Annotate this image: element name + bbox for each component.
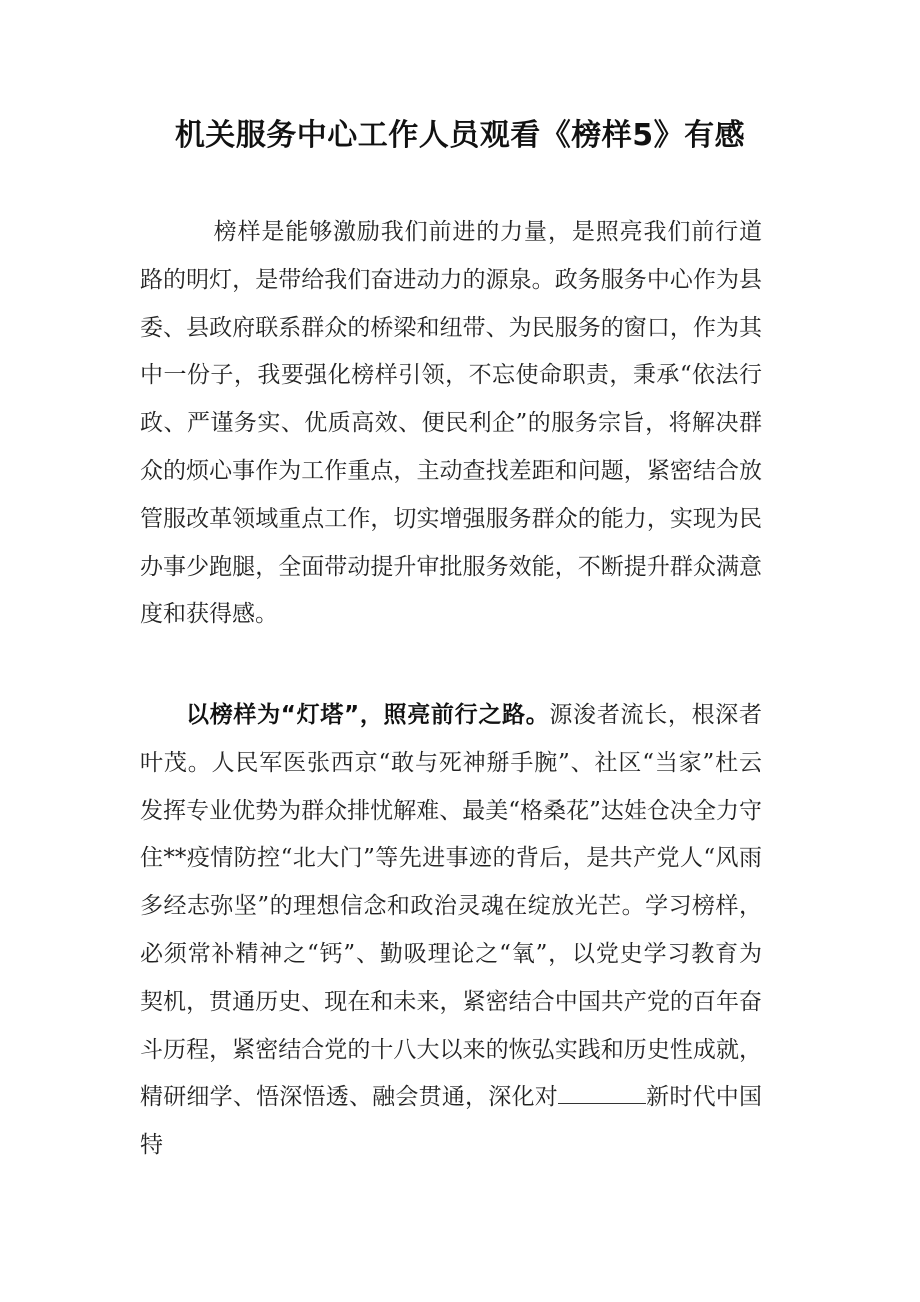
paragraph-body-text: 源浚者流长，根深者叶茂。人民军医张西京“敢与死神掰手腕”、社区“当家”杜云发挥专业优势为群众排忧解难、最美“格桑花”达娃仓决全力守住**疫情防控“北大门”等先进事迹的背后，是共产党人“风雨多经志弥坚”的理想信念和政治灵魂在绽放光芒。学习榜样，必须常补精神之“钙”、勤吸理论之“氧”，以党史学习教育为契机，贯通历史、现在和未来，紧密结合中国共产党的百年奋斗历程，紧密结合党的十八大以来的恢弘实践和历史性成就，精研细学、悟深悟透、融会贯通，深化对: [140, 702, 763, 1111]
paragraph-tail-text: 新时代中国特: [140, 1084, 763, 1159]
document-title: 机关服务中心工作人员观看《榜样5》有感: [174, 118, 746, 153]
paragraph-lead-sentence: 以榜样为“灯塔”，照亮前行之路。: [186, 702, 550, 728]
paragraph-intro: 榜样是能够激励我们前进的力量，是照亮我们前行道路的明灯，是带给我们奋进动力的源泉。政务服务中心作为县委、县政府联系群众的桥梁和纽带、为民服务的窗口，作为其中一份子，我要强化榜样引领，不忘使命职责，秉承“依法行政、严谨务实、优质高效、便民利企”的服务宗旨，将解决群众的烦心事作为工作重点，主动查找差距和问题，紧密结合放管服改革领域重点工作，切实增强服务群众的能力，实现为民办事少跑腿，全面带动提升审批服务效能，不断提升群众满意度和获得感。: [140, 219, 762, 628]
paragraph-role-model: [140, 692, 762, 1170]
fill-in-blank-line: [558, 1081, 646, 1104]
